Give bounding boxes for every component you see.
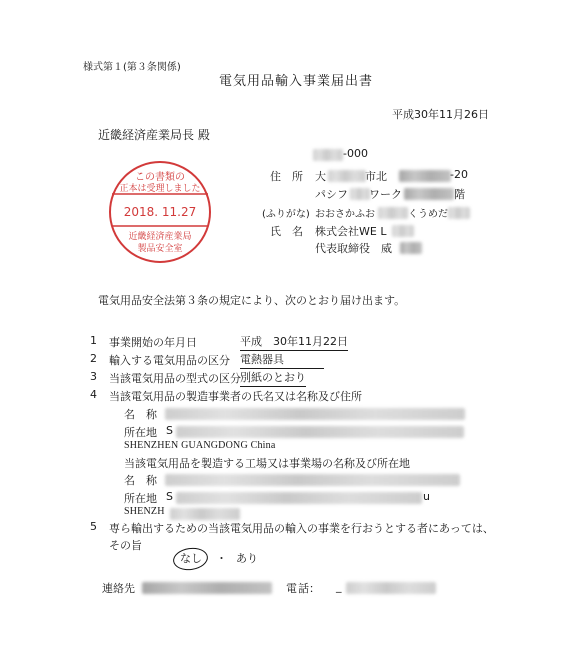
stamp-date: 2018. 11.27 [123,205,197,219]
redacted-postal [313,149,343,161]
redacted-building-1 [350,188,370,200]
addressee: 近畿経済産業局長 殿 [98,128,210,142]
stamp-text-1: この書類の [135,172,185,183]
contact-label: 連絡先 [102,582,135,595]
submission-date: 平成30年11月26日 [392,108,489,121]
furigana-suffix: くうめだ [408,209,448,220]
factory-city: SHENZH [124,506,165,517]
redacted-factory-address [176,492,422,504]
factory-address-tail: u [423,490,430,503]
redacted-factory-name [165,474,460,486]
item-3-number: 3 [90,370,97,383]
company-name: 株式会社WE L [315,225,387,238]
redacted-phone [346,582,436,594]
furigana-prefix: おおさかふお [315,209,375,220]
building-suffix: 階 [454,188,465,201]
furigana-label: (ふりがな) [262,209,310,220]
redacted-furigana-1 [378,207,408,219]
name-label: 氏 名 [270,225,303,238]
item-4-label: 当該電気用品の製造事業者の氏名又は名称及び住所 [109,390,362,403]
building-prefix: パシフ [315,188,348,201]
export-choice-separator: ・ [216,552,227,565]
item-1-value: 平成 30年11月22日 [240,333,348,351]
item-2-number: 2 [90,352,97,365]
tel-prefix: 電 [286,582,297,595]
address-mid: 市北 [365,170,387,183]
address-prefix: 大 [315,170,326,183]
export-choice-none: なし [180,552,202,565]
redacted-address-1 [328,170,366,182]
address-label: 住 所 [270,170,303,183]
redacted-representative [400,242,422,254]
factory-address-initial: S [166,490,173,503]
stamp-text-4: 製品安全室 [137,244,183,254]
item-1-label: 事業開始の年月日 [109,336,197,349]
redacted-address-2 [399,170,451,182]
item-4-number: 4 [90,388,97,401]
tel-underscore: _ [336,580,342,593]
building-mid: ワーク [369,188,402,201]
postal-code: -000 [343,147,368,160]
factory-heading: 当該電気用品を製造する工場又は事業場の名称及び所在地 [124,457,410,470]
item-5-number: 5 [90,520,97,533]
manufacturer-address-label: 所在地 [124,426,157,439]
received-stamp [106,158,214,266]
tel-label: 話： [298,582,320,595]
stamp-text-2: 正本は受理しました [119,184,201,194]
item-2-label: 輸入する電気用品の区分 [109,354,230,367]
redacted-contact [142,582,272,594]
factory-address-label: 所在地 [124,492,157,505]
redacted-building-2 [404,188,454,200]
intro-statement: 電気用品安全法第３条の規定により、次のとおり届け出ます。 [98,294,406,307]
item-3-label: 当該電気用品の型式の区分 [109,372,241,385]
factory-name-label: 名 称 [124,474,157,487]
redacted-manufacturer-address [176,426,464,438]
export-choice-yes: あり [236,552,258,565]
manufacturer-city: SHENZHEN GUANGDONG China [124,440,276,451]
item-5-continuation: その旨 [109,539,142,552]
redacted-company [392,225,414,237]
stamp-text-3: 近畿経済産業局 [128,232,192,242]
manufacturer-address-initial: S [166,424,173,437]
item-3-value: 別紙のとおり [240,369,306,387]
redacted-furigana-2 [448,207,470,219]
address-suffix: -20 [450,168,468,181]
redacted-manufacturer-name [165,408,465,420]
item-2-value: 電熱器具 [240,351,324,369]
document-title: 電気用品輸入事業届出書 [219,74,374,89]
redacted-factory-city [170,508,240,520]
item-5-label: 専ら輸出するための当該電気用品の輸入の事業を行おうとする者にあっては、 [109,522,494,535]
manufacturer-name-label: 名 称 [124,408,157,421]
item-1-number: 1 [90,334,97,347]
form-number: 様式第１(第３条関係) [83,62,181,73]
representative: 代表取締役 威 [315,242,392,255]
